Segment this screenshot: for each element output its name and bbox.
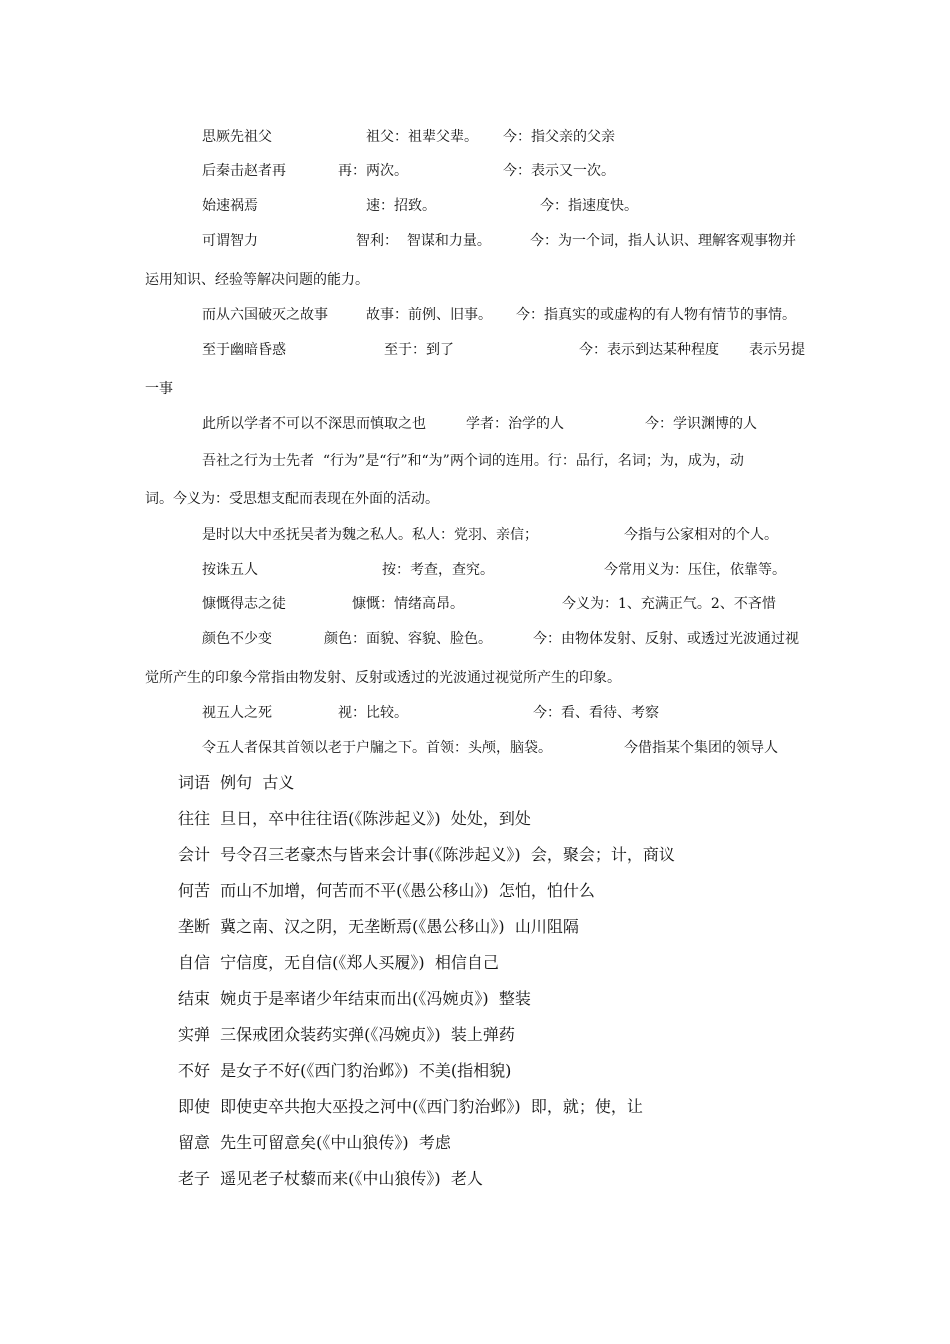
entry-line: 吾社之行为士先者 “行为”是“行”和“为”两个词的连用。行：品行，名词；为，成为，动	[202, 453, 744, 469]
table-row: 结束 婉贞于是率诸少年结束而出(《冯婉贞》) 整装	[178, 989, 531, 1008]
table-row: 实弹 三保戒团众装药实弹(《冯婉贞》) 装上弹药	[178, 1025, 515, 1044]
entry-modern-meaning: 今借指某个集团的领导人	[624, 740, 778, 756]
entry-modern-meaning: 今义为：1、充满正气。2、不吝惜	[562, 596, 776, 612]
entry-word: 按诛五人	[202, 562, 258, 578]
entry-modern-meaning: 今：为一个词，指人认识、理解客观事物并	[530, 233, 796, 249]
entry-ancient-meaning: 速：招致。	[366, 198, 436, 214]
entry-ancient-meaning: 故事：前例、旧事。	[366, 307, 492, 323]
entry-modern-meaning: 今：学识渊博的人	[645, 416, 757, 432]
table-row: 不好 是女子不好(《西门豹治邺》) 不美(指相貌)	[178, 1061, 512, 1080]
entry-word: 此所以学者不可以不深思而慎取之也	[202, 416, 426, 432]
entry-ancient-meaning: 祖父：祖辈父辈。	[366, 129, 478, 145]
entry-ancient-meaning: 慷慨：情绪高昂。	[352, 596, 464, 612]
entry-ancient-meaning: 颜色：面貌、容貌、脸色。	[324, 631, 492, 647]
entry-modern-meaning: 今：看、看待、考察	[533, 705, 659, 721]
entry-word: 慷慨得志之徒	[202, 596, 286, 612]
table-row: 会计 号令召三老豪杰与皆来会计事(《陈涉起义》) 会，聚会；计，商议	[178, 845, 675, 864]
table-row: 即使 即使吏卒共抱大巫投之河中(《西门豹治邺》) 即，就；使，让	[178, 1097, 643, 1116]
entry-ancient-meaning: 学者：治学的人	[466, 416, 564, 432]
entry-ancient-meaning: 至于：到了	[384, 342, 454, 358]
table-row: 往往 旦日，卒中往往语(《陈涉起义》) 处处，到处	[178, 809, 531, 828]
entry-continuation: 运用知识、经验等解决问题的能力。	[145, 272, 369, 288]
entry-continuation: 觉所产生的印象今常指由物发射、反射或透过的光波通过视觉所产生的印象。	[145, 670, 621, 686]
entry-word: 至于幽暗昏惑	[202, 342, 286, 358]
entry-word: 始速祸焉	[202, 198, 258, 214]
table-header: 词语 例句 古义	[178, 773, 295, 792]
entry-word: 颜色不少变	[202, 631, 272, 647]
entry-modern-meaning: 今：指速度快。	[540, 198, 638, 214]
entry-modern-meaning: 今：表示又一次。	[503, 163, 615, 179]
entry-modern-meaning: 今：指真实的或虚构的有人物有情节的事情。	[516, 307, 796, 323]
table-row: 自信 宁信度，无自信(《郑人买履》) 相信自己	[178, 953, 499, 972]
entry-modern-meaning: 今常用义为：压住，依靠等。	[604, 562, 786, 578]
table-row: 留意 先生可留意矣(《中山狼传》) 考虑	[178, 1133, 451, 1152]
entry-word: 后秦击赵者再	[202, 163, 286, 179]
entry-line: 令五人者保其首领以老于户牖之下。首领：头颅，脑袋。	[202, 740, 552, 756]
entry-modern-meaning-extra: 表示另提	[749, 342, 805, 358]
entry-ancient-meaning: 视：比较。	[338, 705, 408, 721]
table-row: 垄断 冀之南、汉之阴，无垄断焉(《愚公移山》) 山川阻隔	[178, 917, 579, 936]
entry-ancient-meaning: 按：考查，查究。	[382, 562, 494, 578]
entry-modern-meaning: 今：表示到达某种程度	[579, 342, 719, 358]
entry-word: 视五人之死	[202, 705, 272, 721]
entry-line: 是时以大中丞抚吴者为魏之私人。私人：党羽、亲信；	[202, 527, 538, 543]
entry-modern-meaning: 今：由物体发射、反射、或透过光波通过视	[533, 631, 799, 647]
table-row: 何苦 而山不加增，何苦而不平(《愚公移山》) 怎怕，怕什么	[178, 881, 595, 900]
entry-word: 可谓智力	[202, 233, 258, 249]
entry-modern-meaning: 今：指父亲的父亲	[503, 129, 615, 145]
table-row: 老子 遥见老子杖藜而来(《中山狼传》) 老人	[178, 1169, 483, 1188]
entry-continuation: 词。今义为：受思想支配而表现在外面的活动。	[145, 491, 439, 507]
entry-continuation: 一事	[145, 381, 173, 397]
entry-modern-meaning: 今指与公家相对的个人。	[624, 527, 778, 543]
entry-ancient-meaning: 智利： 智谋和力量。	[356, 233, 491, 249]
entry-word: 思厥先祖父	[202, 129, 272, 145]
entry-word: 而从六国破灭之故事	[202, 307, 328, 323]
entry-ancient-meaning: 再：两次。	[338, 163, 408, 179]
